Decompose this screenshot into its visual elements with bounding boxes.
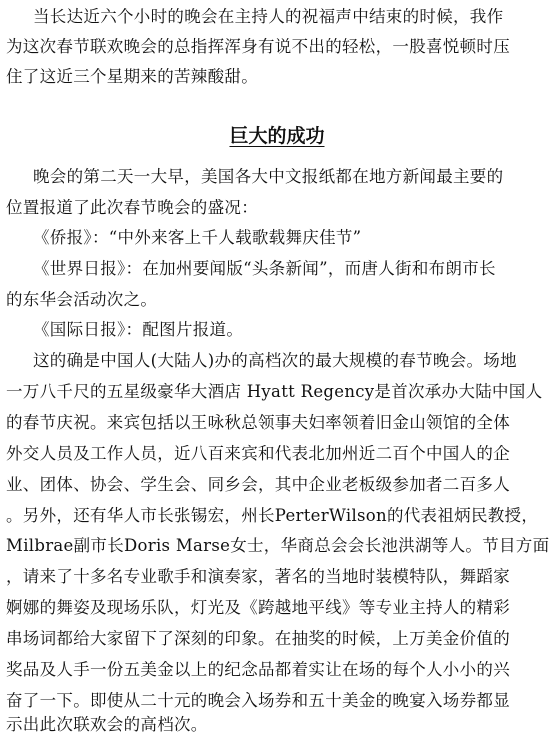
- intro-line-3: 住了这近三个星期来的苦辣酸甜。: [6, 67, 258, 86]
- intro-line-2: 为这次春节联欢晚会的总指挥浑身有说不出的轻松，一股喜悦顿时压: [6, 37, 510, 56]
- para1-line-2: 位置报道了此次春节晚会的盛况：: [6, 198, 258, 217]
- para1-line-1: 晚会的第二天一大早，美国各大中文报纸都在地方新闻最主要的: [33, 167, 504, 186]
- para2-line-1: 这的确是中国人(大陆人)办的高档次的最大规模的春节晚会。场地: [33, 351, 517, 370]
- quote-world-journal-line-2: 的东华会活动次之。: [6, 290, 158, 309]
- para2-line-8: ，请来了十多名专业歌手和演奏家，著名的当地时装模特队，舞蹈家: [6, 567, 510, 586]
- quote-qiaobao: 《侨报》：“中外来客上千人载歌载舞庆佳节”: [33, 228, 362, 247]
- para2-line-4: 外交人员及工作人员，近八百来宾和代表北加州近二百个中国人的企: [6, 444, 510, 463]
- para2-line-6: 。另外，还有华人市长张锡宏，州长PerterWilson的代表祖炳民教授，: [6, 506, 539, 525]
- para2-line-12: 奋了一下。即使从二十元的晚会入场券和五十美金的晚宴入场券都显: [6, 691, 510, 710]
- para2-line-2: 一万八千尺的五星级豪华大酒店 Hyatt Regency是首次承办大陆中国人: [6, 382, 543, 401]
- para2-line-5: 业、团体、协会、学生会、同乡会，其中企业老板级参加者二百多人: [6, 475, 510, 494]
- para2-line-11: 奖品及人手一份五美金以上的纪念品都着实让在场的每个人小小的兴: [6, 660, 510, 679]
- quote-international-daily: 《国际日报》：配图片报道。: [33, 320, 244, 339]
- para2-line-7: Milbrae副市长Doris Marse女士，华商总会会长池洪湖等人。节目方面: [6, 536, 550, 555]
- para2-line-10: 串场词都给大家留下了深刻的印象。在抽奖的时候，上万美金价值的: [6, 629, 510, 648]
- section-heading: 巨大的成功: [229, 125, 325, 147]
- para2-line-9: 婀娜的舞姿及现场乐队，灯光及《跨越地平线》等专业主持人的精彩: [6, 598, 510, 617]
- quote-world-journal-line-1: 《世界日报》：在加州要闻版“头条新闻”，而唐人街和布朗市长: [33, 259, 496, 278]
- para2-line-3: 的春节庆祝。来宾包括以王咏秋总领事夫妇率领着旧金山领馆的全体: [6, 413, 510, 432]
- para2-line-13: 示出此次联欢会的高档次。: [6, 715, 208, 734]
- intro-line-1: 当长达近六个小时的晚会在主持人的祝福声中结束的时候，我作: [33, 7, 504, 26]
